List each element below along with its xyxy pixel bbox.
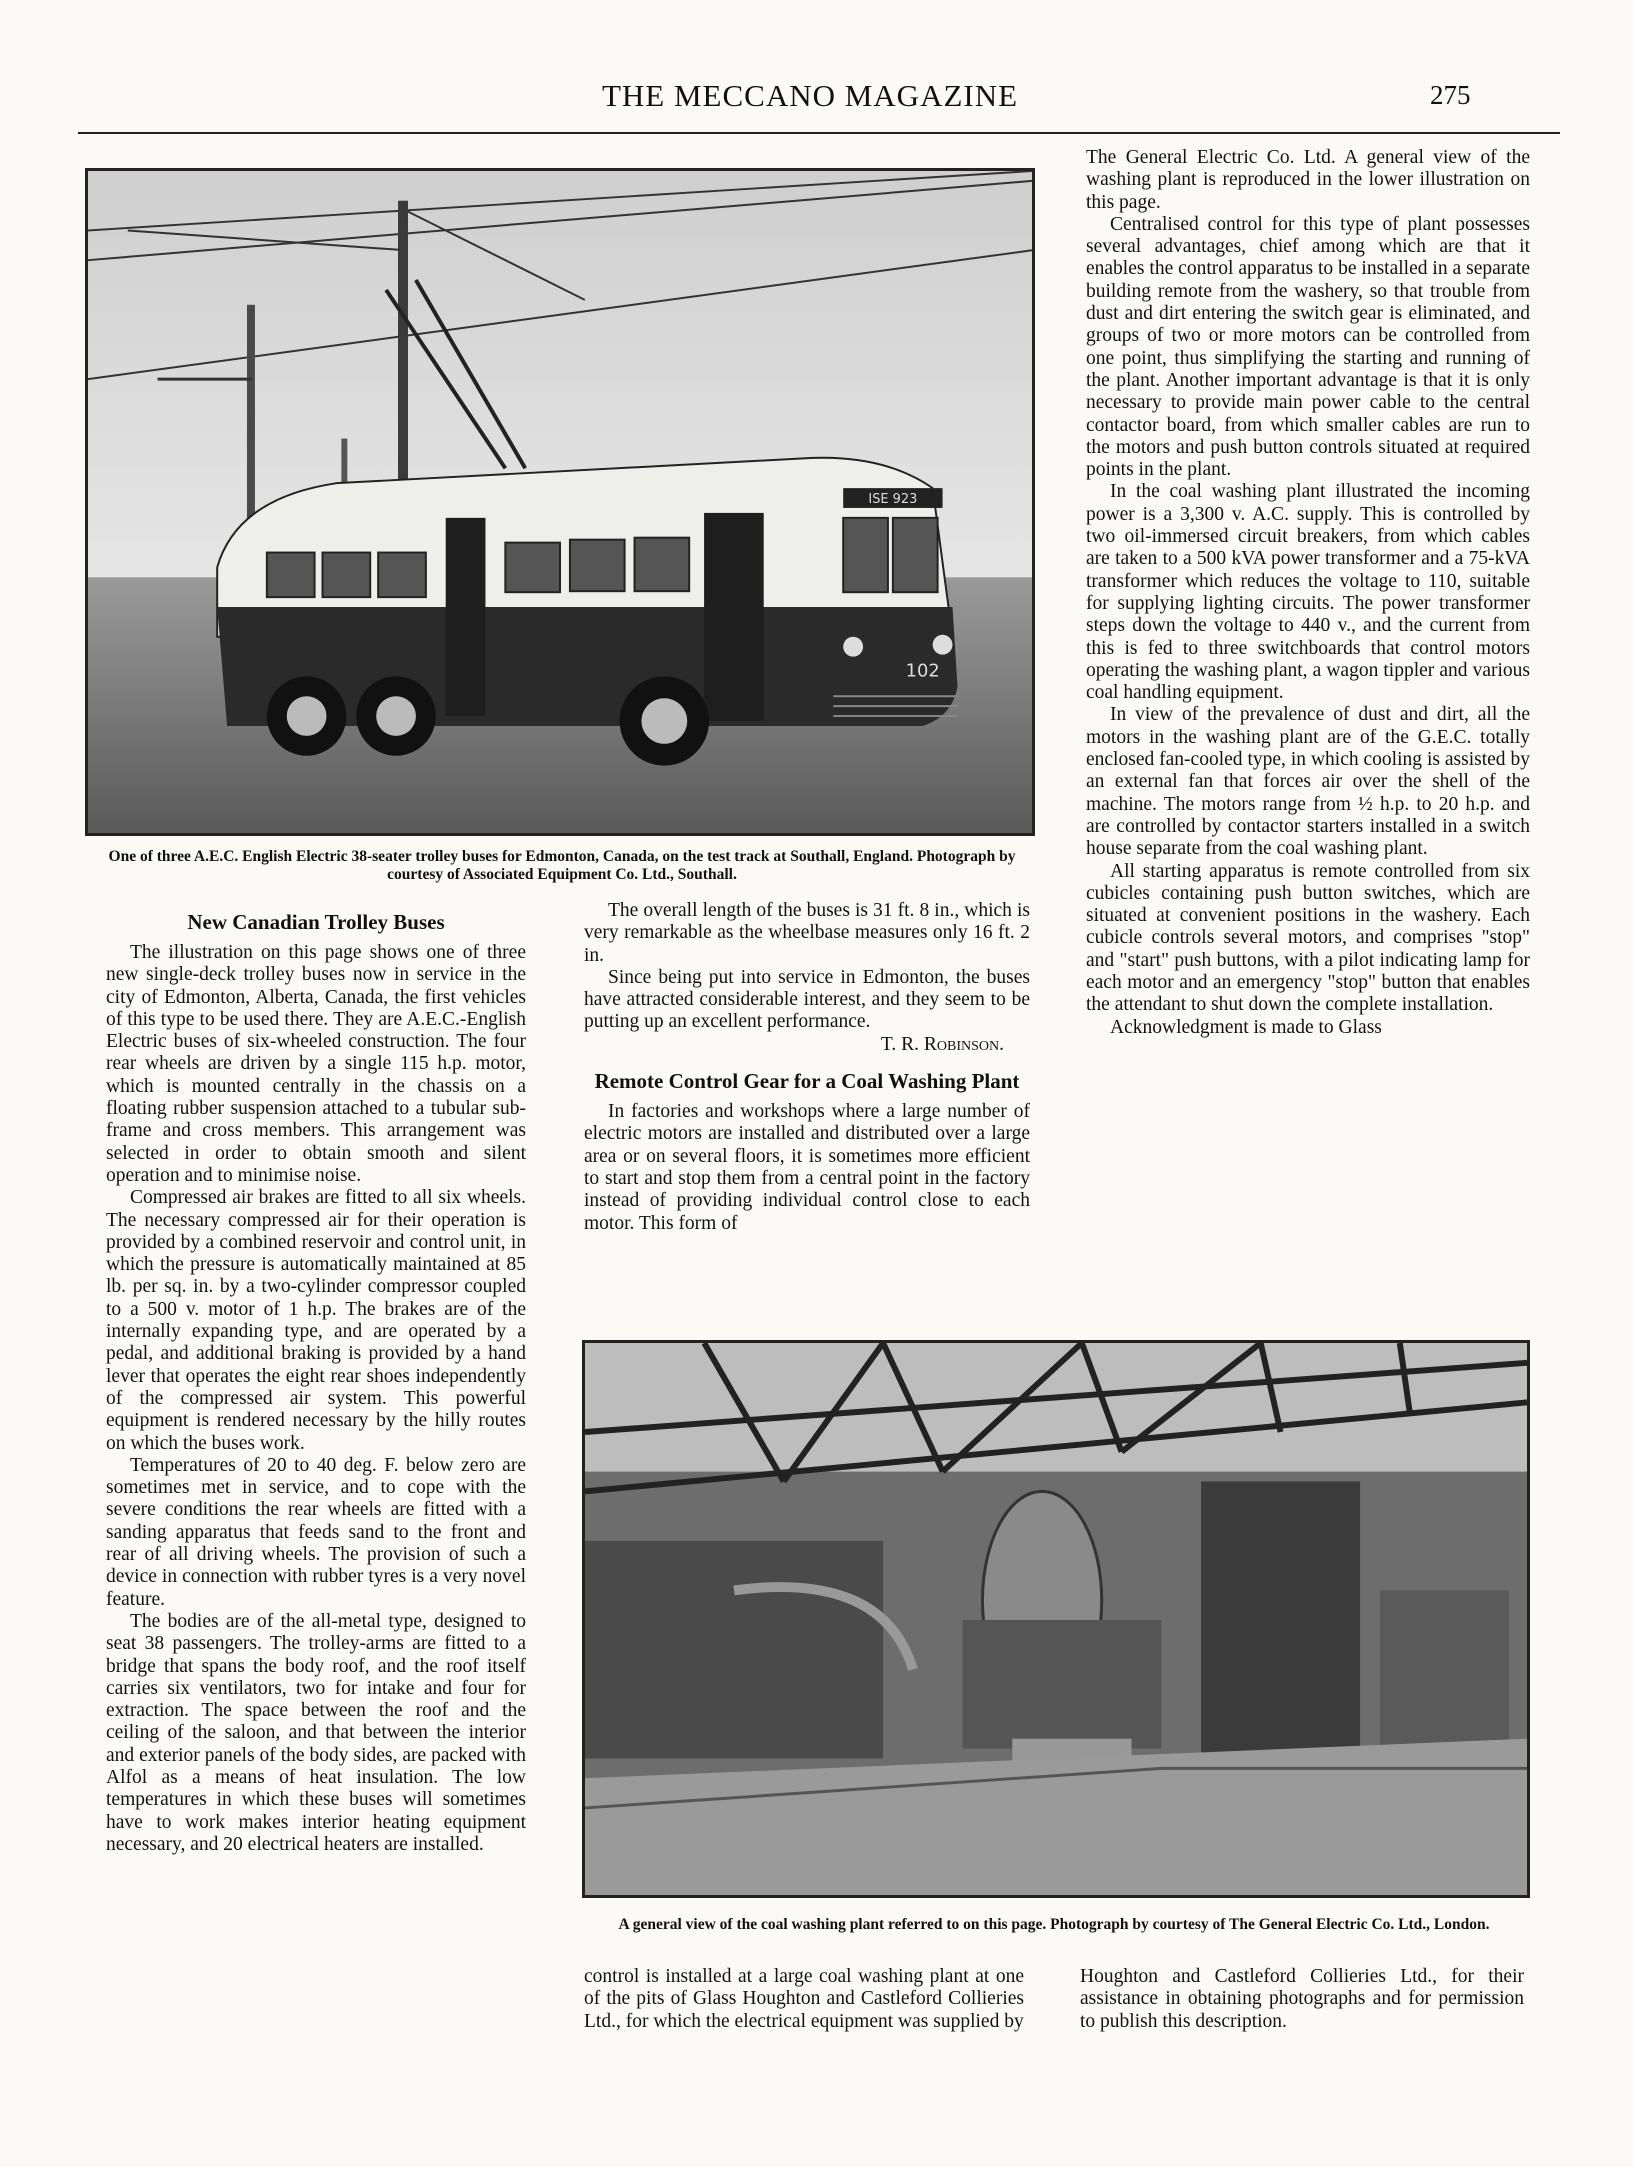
paragraph: Centralised control for this type of plant possesses several advantages, chief among which are that it enables the control apparatus to be installed in a separate building remote from the washery, so that trouble from dust and dirt entering the switch gear is eliminated, and groups of two or more motors can be controlled from one point, thus simplifying the starting and running of the plant. Another important advantage is that it is only necessary to provide main power cable to the central contactor board, from which smaller cables are run to the motors and push button controls situated at required points in the plant. [1086, 213, 1530, 481]
coal-washing-plant-photo [582, 1340, 1530, 1898]
paragraph: The bodies are of the all-metal type, designed to seat 38 passengers. The trolley-arms are fitted to a bridge that spans the body roof, and the roof itself carries six ventilators, two for intake and four for extraction. The space between the roof and the ceiling of the saloon, and that between the interior and exterior panels of the body sides, are packed with Alfol as a means of heat insulation. The low temperatures in which these buses will sometimes have to work makes interior heating equipment necessary, and 20 electrical heaters are installed. [106, 1610, 526, 1855]
trolley-bus-illustration [88, 171, 1032, 833]
column-right [1086, 147, 1530, 1039]
paragraph: Compressed air brakes are fitted to all six wheels. The necessary compressed air for their operation is provided by a combined reservoir and control unit, in which the pressure is automatically maintained at 85 lb. per sq. in. by a two-cylinder compressor coupled to a 500 v. motor of 1 h.p. The brakes are of the internally expanding type, and are operated by a pedal, and additional braking is provided by a hand lever that operates the eight rear shoes independently of the compressed air system. This powerful equipment is rendered necessary by the hilly routes on which the buses work. [106, 1187, 526, 1454]
trolley-bus-photo [85, 168, 1035, 836]
paragraph: Temperatures of 20 to 40 deg. F. below zero are sometimes met in service, and to cope with the severe conditions the rear wheels are fitted with a sanding apparatus that feeds sand to the front and rear of all driving wheels. The provision of such a device in connection with rubber tyres is a very novel feature. [106, 1454, 526, 1610]
page-header-title: THE MECCANO MAGAZINE [601, 78, 1019, 113]
column-middle-bottom [584, 1966, 1024, 2033]
paragraph: The General Electric Co. Ltd. A general view of the washing plant is reproduced in the lower illustration on this page. [1086, 147, 1530, 213]
paragraph: Houghton and Castleford Collieries Ltd., for their assistance in obtaining photographs and for permission to publish this description. [1080, 1966, 1524, 2032]
paragraph: The overall length of the buses is 31 ft. 8 in., which is very remarkable as the wheelbase measures only 16 ft. 2 in. [584, 900, 1030, 966]
paragraph: All starting apparatus is remote controlled from six cubicles containing push button switches, which are situated at convenient positions in the washery. Each cubicle controls several motors, and comprises "stop" and "start" push buttons, with a pilot indicating lamp for each motor and an emergency "stop" button that enables the attendant to shut down the complete installation. [1086, 860, 1530, 1016]
heading-trolley-buses: New Canadian Trolley Buses [187, 910, 445, 934]
bus-photo-caption: One of three A.E.C. English Electric 38-seater trolley buses for Edmonton, Canada, on the test track at Southall, England. Photograph by courtesy of Associated Equipment Co. Ltd., Southall. [108, 848, 1016, 883]
heading-coal-washing: Remote Control Gear for a Coal Washing Plant [594, 1069, 1020, 1094]
bus-fleet-number: 102 [905, 660, 940, 682]
paragraph: Acknowledgment is made to Glass [1110, 1016, 1382, 1038]
paragraph: In the coal washing plant illustrated the incoming power is a 3,300 v. A.C. supply. This is controlled by two oil-immersed circuit breakers, from which cables are taken to a 500 kVA power transformer and a 75-kVA transformer which reduces the voltage to 110, suitable for supplying lighting circuits. The power transformer steps down the voltage to 440 v., and the current from this is fed to three switchboards that control motors operating the washing plant, a wagon tippler and various coal handling equipment. [1086, 481, 1530, 704]
bus-destination-sign: ISE 923 [868, 492, 918, 507]
paragraph: In factories and workshops where a large number of electric motors are installed and distributed over a large area or on several floors, it is sometimes more efficient to start and stop them from a central point in the factory instead of providing individual control close to each motor. This form of [584, 1101, 1030, 1234]
header-rule [78, 132, 1560, 134]
paragraph: control is installed at a large coal washing plant at one of the pits of Glass Houghton and Castleford Collieries Ltd., for which the electrical equipment was supplied by [584, 1966, 1024, 2032]
author-signature: T. R. Robinson. [880, 1033, 1004, 1055]
column-right-bottom [1080, 1966, 1524, 2033]
plant-photo-caption: A general view of the coal washing plant referred to on this page. Photograph by courtesy of The General Electric Co. Ltd., London. [618, 1916, 1490, 1933]
column-left [106, 905, 526, 1856]
paragraph: In view of the prevalence of dust and dirt, all the motors in the washing plant are of the G.E.C. totally enclosed fan-cooled type, in which cooling is assisted by an external fan that forces air over the shell of the machine. The motors range from ½ h.p. to 20 h.p. and are controlled by contactor starters installed in a switch house separate from the coal washing plant. [1086, 704, 1530, 860]
column-middle [584, 900, 1030, 1235]
page-number: 275 [1430, 80, 1471, 110]
paragraph: The illustration on this page shows one of three new single-deck trolley buses now in service in the city of Edmonton, Alberta, Canada, the first vehicles of this type to be used there. They are A.E.C.-English Electric buses of six-wheeled construction. The four rear wheels are driven by a single 115 h.p. motor, which is mounted centrally in the chassis on a floating rubber suspension attached to a tubular sub-frame and cross members. This arrangement was selected in order to obtain smooth and silent operation and to minimise noise. [106, 942, 526, 1186]
coal-plant-illustration [585, 1343, 1527, 1895]
paragraph: Since being put into service in Edmonton, the buses have attracted considerable interest, and they seem to be putting up an excellent performance. [584, 966, 1030, 1033]
